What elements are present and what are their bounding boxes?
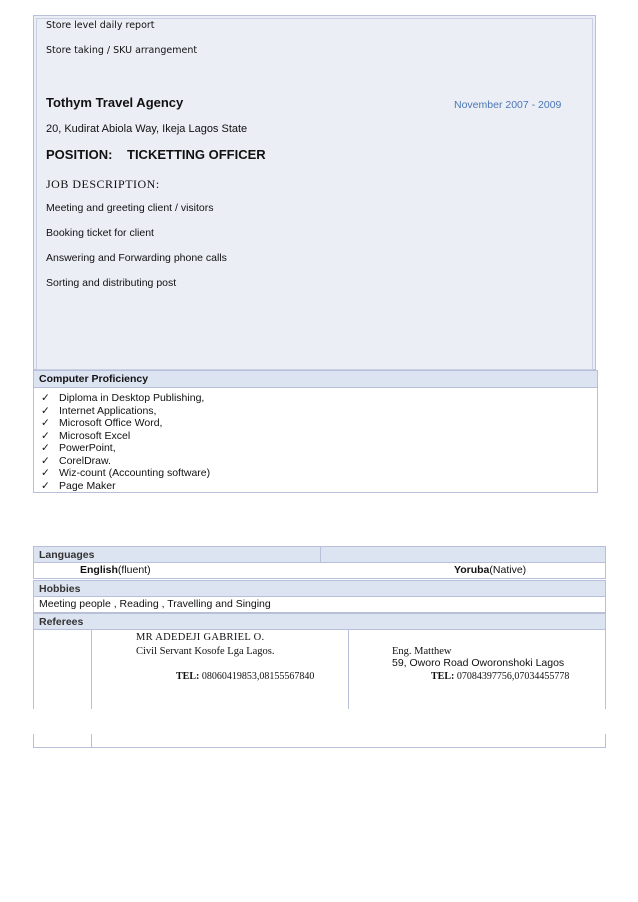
skill-item: ✓ Microsoft Excel xyxy=(41,429,131,442)
position-label: POSITION: xyxy=(46,147,113,162)
skill-item: ✓ Microsoft Office Word, xyxy=(41,417,163,429)
position-value: TICKETTING OFFICER xyxy=(127,147,266,162)
referees-col-divider-1 xyxy=(91,630,92,709)
referees-left-border xyxy=(33,630,34,709)
checkmark-icon: ✓ xyxy=(41,442,50,454)
duty-item: Meeting and greeting client / visitors xyxy=(46,202,214,214)
checkmark-icon: ✓ xyxy=(41,429,50,442)
checkmark-icon: ✓ xyxy=(41,417,50,429)
language-english: English(fluent) xyxy=(80,564,151,576)
bottom-row-line xyxy=(33,747,606,748)
duty-line-top-2: Store taking / SKU arrangement xyxy=(46,45,198,56)
experience-inner-frame xyxy=(36,18,593,370)
employment-period: November 2007 - 2009 xyxy=(454,99,562,111)
hobbies-text: Meeting people , Reading , Travelling and Singing xyxy=(39,598,271,610)
skill-item: ✓ Internet Applications, xyxy=(41,404,157,417)
hobbies-header-row xyxy=(33,580,606,597)
company-name: Tothym Travel Agency xyxy=(46,95,184,110)
languages-row xyxy=(33,563,606,579)
referee-2-name: Eng. Matthew xyxy=(392,646,452,657)
checkmark-icon: ✓ xyxy=(41,479,50,492)
duty-item: Answering and Forwarding phone calls xyxy=(46,252,227,264)
skill-item: ✓ PowerPoint, xyxy=(41,442,116,454)
skill-item: ✓ Diploma in Desktop Publishing, xyxy=(41,392,205,404)
checkmark-icon: ✓ xyxy=(41,392,50,404)
language-yoruba: Yoruba(Native) xyxy=(454,564,527,576)
languages-title: Languages xyxy=(39,549,95,561)
hobbies-row xyxy=(33,597,606,613)
skill-item: ✓ CorelDraw. xyxy=(41,454,111,467)
languages-divider xyxy=(320,547,321,562)
bottom-row-right-border xyxy=(605,734,606,748)
computer-proficiency-header xyxy=(33,370,598,388)
skill-item: ✓ Page Maker xyxy=(41,479,116,492)
referee-1-line2: Civil Servant Kosofe Lga Lagos. xyxy=(136,646,275,657)
referees-header-row xyxy=(33,613,606,630)
referee-1-tel: TEL: 08060419853,08155567840 xyxy=(176,671,315,682)
checkmark-icon: ✓ xyxy=(41,467,50,479)
languages-header-row xyxy=(33,546,606,563)
referee-2-line2: 59, Oworo Road Oworonshoki Lagos xyxy=(392,657,565,669)
referee-2-tel: TEL: 07084397756,07034455778 xyxy=(431,671,570,682)
bottom-row-left-border xyxy=(33,734,34,748)
hobbies-title: Hobbies xyxy=(39,583,81,595)
duty-item: Booking ticket for client xyxy=(46,227,154,239)
referee-1-name: MR ADEDEJI GABRIEL O. xyxy=(136,632,265,643)
bottom-row-divider xyxy=(91,734,92,748)
referees-right-border xyxy=(605,630,606,709)
checkmark-icon: ✓ xyxy=(41,404,50,417)
referees-title: Referees xyxy=(39,616,84,628)
skill-item: ✓ Wiz-count (Accounting software) xyxy=(41,467,211,479)
duty-item: Sorting and distributing post xyxy=(46,277,177,289)
computer-proficiency-title: Computer Proficiency xyxy=(39,373,149,385)
duty-line-top-1: Store level daily report xyxy=(46,20,155,31)
checkmark-icon: ✓ xyxy=(41,454,50,467)
job-description-heading: JOB DESCRIPTION: xyxy=(46,177,160,191)
referees-col-divider-2 xyxy=(348,630,349,709)
company-address: 20, Kudirat Abiola Way, Ikeja Lagos State xyxy=(46,123,248,135)
